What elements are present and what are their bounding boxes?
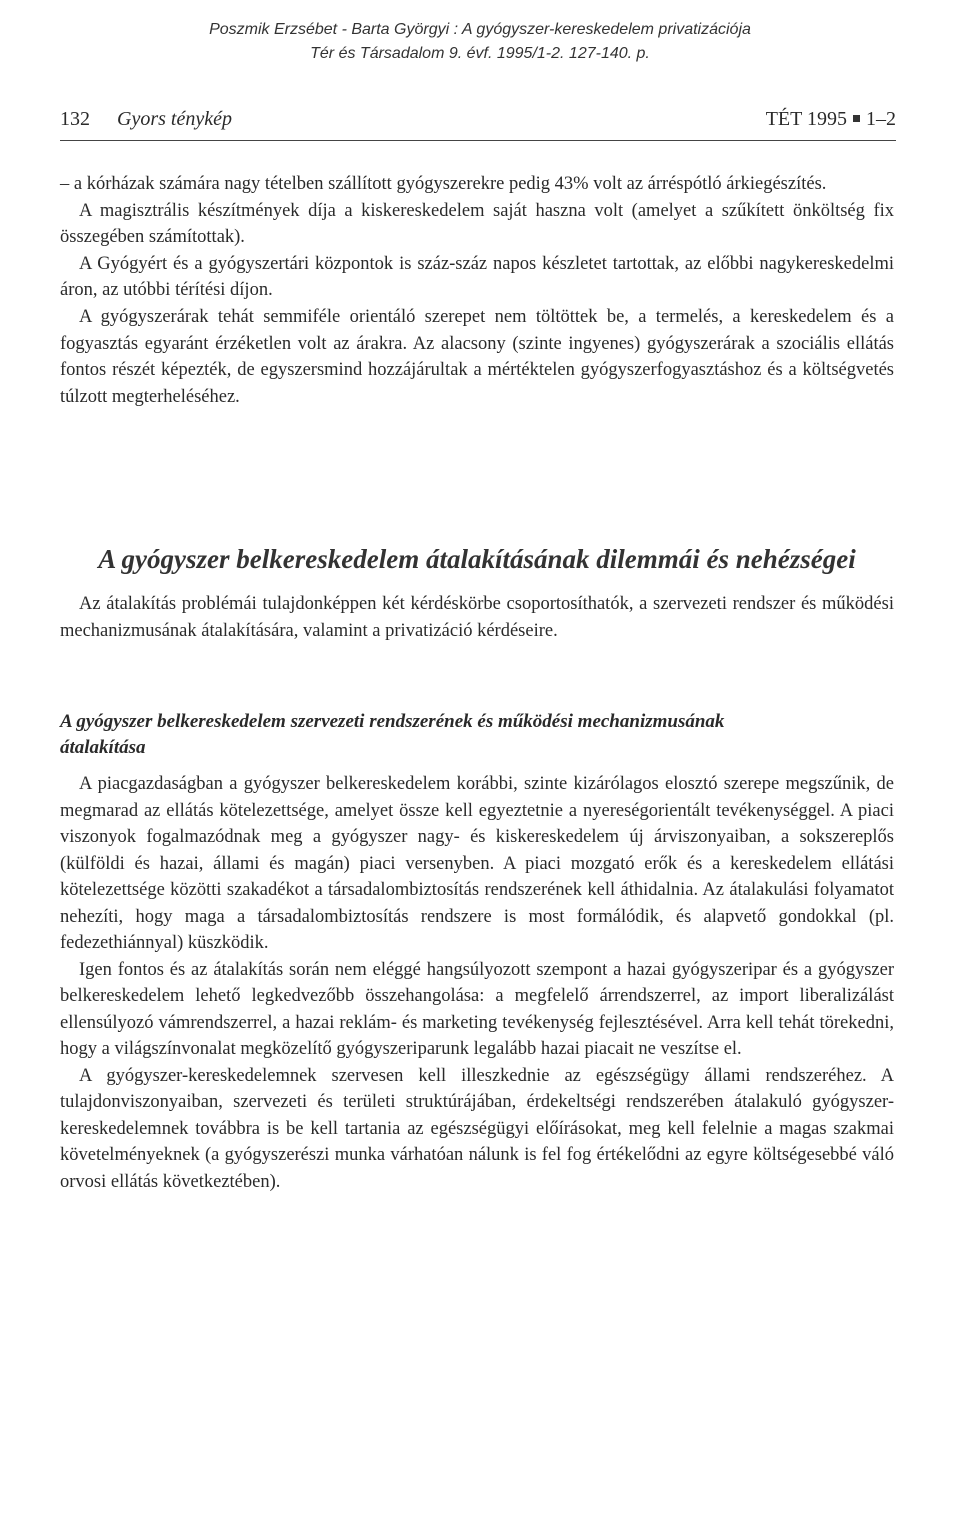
page-number: 132 bbox=[60, 108, 90, 130]
running-head bbox=[60, 108, 896, 141]
issue-number: 1–2 bbox=[866, 108, 896, 130]
citation-source: Tér és Társadalom 9. évf. 1995/1-2. 127-140. p. bbox=[310, 45, 650, 62]
paragraph: – a kórházak számára nagy tételben szállított gyógyszerekre pedig 43% volt az árréspótló árkiegészítés. bbox=[60, 174, 827, 194]
running-head-left bbox=[60, 108, 232, 131]
intro-text bbox=[60, 171, 894, 410]
running-head-right bbox=[766, 108, 896, 131]
section-title: A gyógyszer belkereskedelem átalakításának dilemmái és nehézségei bbox=[98, 544, 856, 575]
paragraph: Igen fontos és az átalakítás során nem eléggé hangsúlyozott szempont a hazai gyógyszeripar és a gyógyszer belkereskedelem lehető legkedvezőbb összehangolása: a megfelelő árrendszerrel, az import liberalizálást ellensúlyozó vámrendszerrel, a hazai reklám- és marketing tevékenység fejlesztésével. Arra kell tehát törekedni, hogy a világszínvonalat megközelítő gyógyszeriparunk legalább hazai piacait ne veszítse el. bbox=[60, 959, 894, 1059]
section-intro-text bbox=[60, 591, 894, 644]
body-text bbox=[60, 771, 894, 1195]
journal-name: TÉT 1995 bbox=[765, 108, 847, 130]
paragraph: Az átalakítás problémái tulajdonképpen két kérdéskörbe csoportosíthatók, a szervezeti rendszer és működési mechanizmusának átalakítására, valamint a privatizáció kérdéseire. bbox=[60, 594, 894, 641]
paragraph: A gyógyszerárak tehát semmiféle orientáló szerepet nem töltöttek be, a termelés, a kereskedelem és a fogyasztás egyaránt érzéketlen volt az árakra. Az alacsony (szinte ingyenes) gyógyszerárak a szociális ellátás fontos részét képezték, de egyszersmind hozzájárultak a mértéktelen gyógyszerfogyasztáshoz és a költségvetés túlzott megterheléséhez. bbox=[60, 306, 894, 407]
section-name: Gyors ténykép bbox=[117, 108, 232, 130]
subsection-title: A gyógyszer belkereskedelem szervezeti rendszerének és működési mechanizmusának átalakítása bbox=[60, 711, 725, 758]
paragraph: A piacgazdaságban a gyógyszer belkereskedelem korábbi, szinte kizárólagos elosztó szerepe megszűnik, de megmarad az ellátás kötelezettsége, amelyet össze kell egyeztetnie a nyereségorientált tevékenységgel. A piaci viszonyok fogalmazódnak meg a gyógyszer nagy- és kiskereskedelem új árviszonyaiban, a sokszereplős (külföldi és hazai, állami és magán) piaci versenyben. A piaci mozgató erők és a kereskedelem ellátási kötelezettsége közötti szakadékot a társadalombiztosítás rendszerének kell áthidalnia. Az átalakulási folyamatot nehezíti, hogy maga a társadalombiztosítás rendszere is most formálódik, és alapvető gondokkal (pl. fedezethiánnyal) küszködik. bbox=[60, 774, 894, 953]
paragraph: A magisztrális készítmények díja a kiskereskedelem saját haszna volt (amelyet a szűkített önköltség fix összegében számítottak). bbox=[60, 200, 894, 248]
square-bullet-icon bbox=[853, 115, 860, 122]
citation-header bbox=[0, 18, 960, 66]
paragraph: A Gyógyért és a gyógyszertári központok is száz-száz napos készletet tartottak, az előbbi nagykereskedelmi áron, az utóbbi térítési díjon. bbox=[60, 253, 894, 301]
paragraph: A gyógyszer-kereskedelemnek szervesen kell illeszkednie az egészségügy állami rendszeréhez. A tulajdonviszonyaiban, szervezeti és területi struktúrájában, érdekeltségi rendszerében átalakuló gyógyszer-kereskedelemnek továbbra is be kell tartania az egészségügyi előírásokat, meg kell felelnie a magas szakmai követelményeknek (a gyógyszerészi munka várhatóan nálunk is fel fog értékelődni az egyre költségesebbé váló orvosi ellátás következtében). bbox=[60, 1065, 894, 1192]
citation-authors-title: Poszmik Erzsébet - Barta Györgyi : A gyógyszer-kereskedelem privatizációja bbox=[209, 21, 751, 38]
